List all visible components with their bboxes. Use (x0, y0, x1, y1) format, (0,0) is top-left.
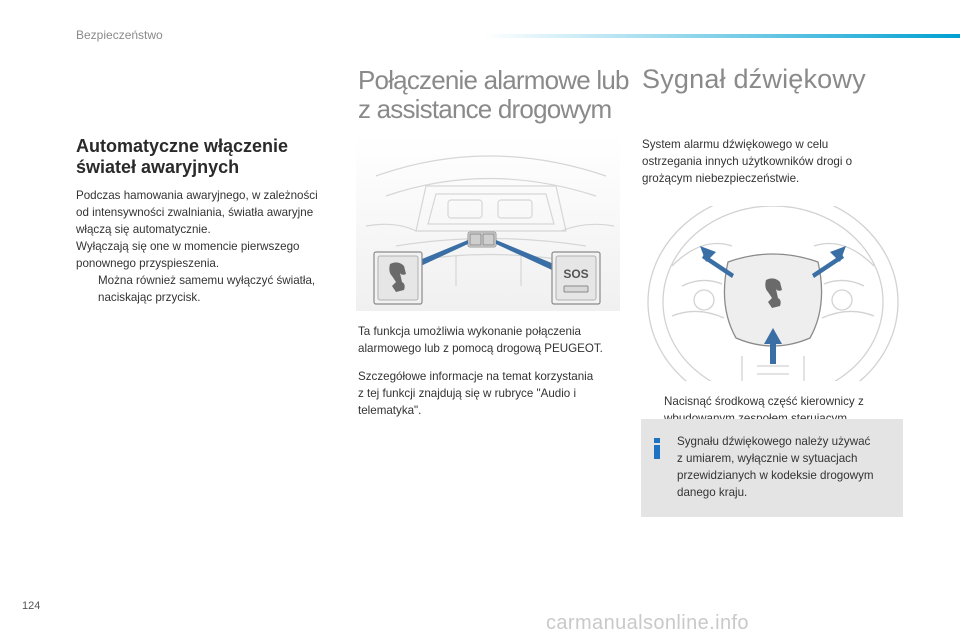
hazard-lights-title-line2: świateł awaryjnych (76, 157, 240, 177)
steering-wheel-illustration (642, 206, 904, 381)
bullet-icon (76, 272, 98, 306)
emergency-call-title-line2: z assistance drogowym (358, 94, 612, 124)
horn-bullet-line1: Nacisnąć środkową część kierownicy z (664, 395, 864, 408)
hazard-line-5: ponownego przyspieszenia. (76, 257, 220, 270)
left-column (76, 136, 346, 306)
horn-intro (642, 136, 902, 187)
hazard-lights-title-line1: Automatyczne włączenie (76, 136, 289, 156)
para2-line1: Szczegółowe informacje na temat korzystania (358, 370, 594, 383)
emergency-call-title-line1: Połączenie alarmowe lub (358, 65, 629, 95)
hazard-lights-title (76, 136, 346, 178)
hazard-line-4: Wyłączają się one w momencie pierwszego (76, 240, 300, 253)
hazard-line-2: od intensywności zwalniania, światła awaryjne (76, 206, 314, 219)
info-line-3: przewidzianych w kodeksie drogowym (677, 469, 874, 482)
info-line-2: z umiarem, wyłącznie w sytuacjach (677, 452, 858, 465)
horn-intro-line1: System alarmu dźwiękowego w celu (642, 138, 829, 151)
horn-intro-line3: grożącym niebezpieczeństwie. (642, 172, 800, 185)
emergency-call-title (358, 66, 629, 124)
hazard-lights-body (76, 187, 346, 306)
para2-line3: telematyka". (358, 404, 422, 417)
emergency-call-para1 (358, 323, 628, 357)
sos-button-label: SOS (563, 267, 589, 281)
para2-line2: z tej funkcji znajdują się w rubryce "Audio i (358, 387, 577, 400)
info-line-1: Sygnału dźwiękowego należy używać (677, 435, 871, 448)
para1-line2: alarmowego lub z pomocą drogową PEUGEOT. (358, 342, 603, 355)
info-line-4: danego kraju. (677, 486, 748, 499)
watermark: carmanualsonline.info (546, 612, 749, 634)
hazard-line-3: włączą się automatycznie. (76, 223, 211, 236)
roof-console-drawing (356, 136, 620, 311)
info-icon (651, 438, 663, 459)
page-number: 124 (22, 600, 41, 612)
hazard-bullet-line2: naciskając przycisk. (98, 291, 201, 304)
hazard-bullet (76, 272, 346, 306)
steering-wheel-drawing (642, 206, 904, 381)
hazard-line-1: Podczas hamowania awaryjnego, w zależności (76, 189, 318, 202)
header-rule (484, 34, 960, 38)
horn-intro-line2: ostrzegania innych użytkowników drogi o (642, 155, 853, 168)
hazard-bullet-line1: Można również samemu wyłączyć światła, (98, 274, 316, 287)
horn-title: Sygnał dźwiękowy (642, 64, 866, 94)
sos-illustration (356, 136, 620, 311)
emergency-call-para2 (358, 368, 628, 419)
para1-line1: Ta funkcja umożliwia wykonanie połączenia (358, 325, 581, 338)
section-label: Bezpieczeństwo (76, 28, 163, 42)
info-text (677, 433, 895, 501)
